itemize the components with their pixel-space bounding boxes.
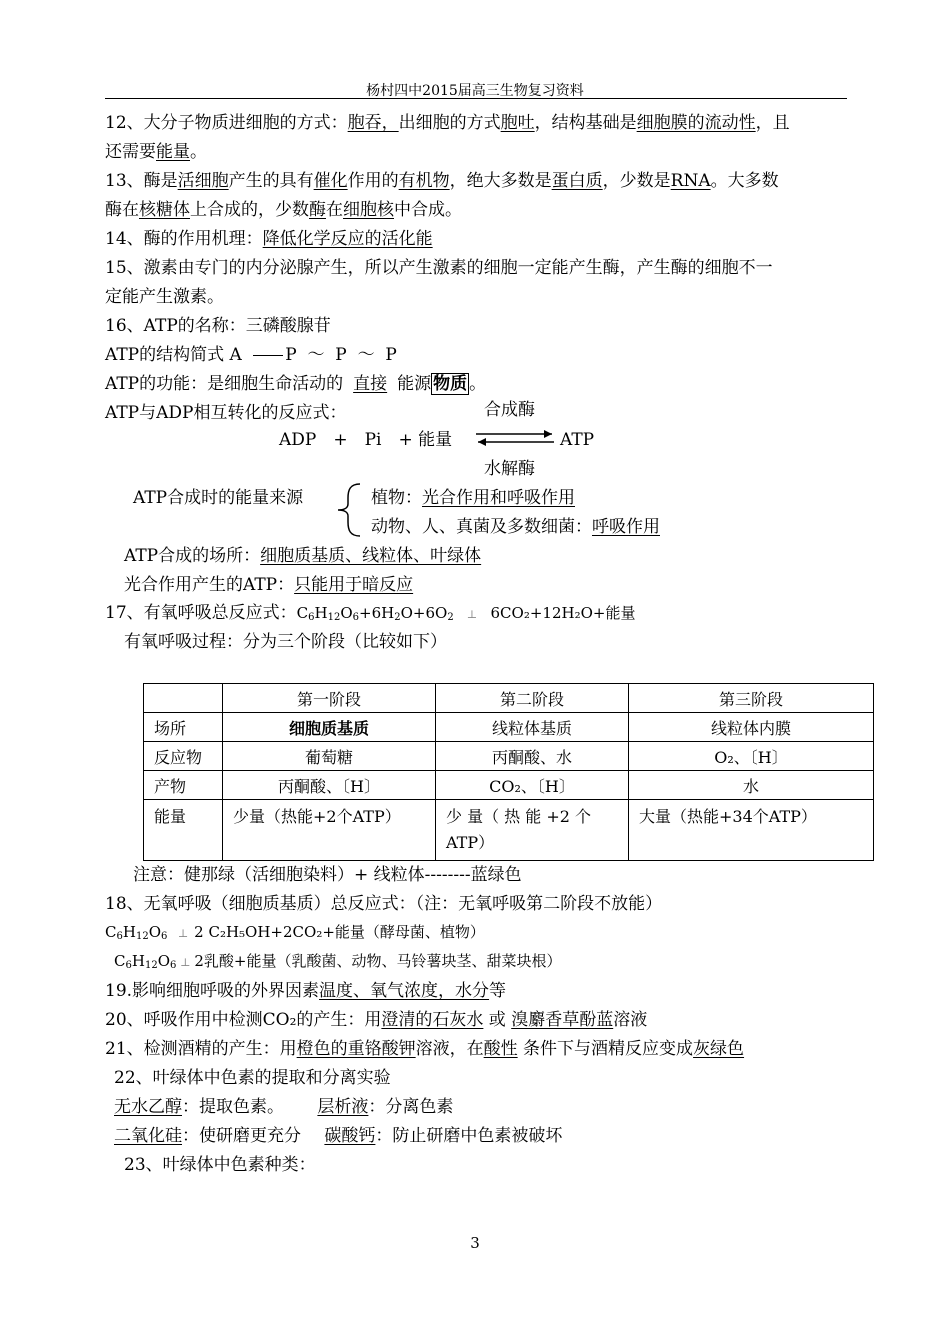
text: ATP的结构简式 A — [105, 345, 242, 365]
table-header: 第三阶段 — [629, 684, 874, 713]
table-row — [144, 800, 874, 861]
table-row — [144, 771, 874, 800]
text: 动物、人、真菌及多数细菌： — [371, 517, 592, 537]
boxed-word: 物质 — [433, 374, 468, 394]
answer: 酸性 — [483, 1039, 518, 1059]
answer: 核糖体 — [139, 200, 190, 220]
table-cell: 线粒体基质 — [436, 713, 629, 742]
text: 在 — [326, 200, 343, 220]
anaerobic-eq-1: $C_6H_{12}O_6$ ⊥ 2 C₂H₅OH+2CO₂+能量（酵母菌、植物） — [105, 923, 485, 942]
text: 或 — [488, 1010, 506, 1030]
anaerobic-eq-2: $C_6H_{12}O_6$ ⊥ 2乳酸+能量（乳酸菌、动物、马铃薯块茎、甜菜块根） — [114, 952, 562, 971]
page-number: 3 — [470, 1234, 480, 1252]
high-energy-bond: ～ — [357, 345, 375, 365]
text: 植物： — [371, 488, 422, 508]
table-cell: 场所 — [144, 713, 223, 742]
answer: 催化 — [313, 171, 348, 191]
text: 光合作用产生的ATP： — [124, 575, 295, 595]
table-header-row — [144, 684, 874, 713]
text: 酶在 — [105, 200, 139, 220]
text: 还需要 — [105, 142, 156, 162]
page-header: 杨村四中2015届高三生物复习资料 — [366, 83, 584, 99]
text: 20、呼吸作用中检测CO₂的产生：用 — [105, 1010, 382, 1030]
text: P — [285, 345, 297, 365]
atp-photosynthesis — [124, 575, 413, 595]
text: ，结构基础是 — [534, 113, 637, 133]
item-22: 22、叶绿体中色素的提取和分离实验 — [114, 1068, 391, 1088]
text: P — [385, 345, 397, 365]
answer: 降低化学反应的活化能 — [262, 229, 433, 249]
reaction-arrow-icon: ⊥ — [177, 927, 189, 940]
table-cell: 细胞质基质 — [223, 713, 436, 742]
item-14 — [105, 229, 433, 249]
answer: 直接 — [353, 374, 388, 394]
item-22-reagents-2 — [114, 1126, 562, 1146]
text: 作用的 — [347, 171, 399, 191]
text: ：使研磨更充分 — [182, 1126, 301, 1146]
table-cell — [144, 684, 223, 713]
table-header: 第一阶段 — [223, 684, 436, 713]
text: ，少数是 — [602, 171, 671, 191]
answer: 温度、氧气浓度，水分 — [319, 981, 490, 1001]
text: 溶液 — [613, 1010, 648, 1030]
high-energy-bond: ～ — [307, 345, 325, 365]
text: 条件下与酒精反应变成 — [523, 1039, 694, 1059]
answer: 无水乙醇 — [114, 1097, 182, 1117]
equation-right: ATP — [560, 430, 595, 450]
table-cell: 丙酮酸、〔H〕 — [223, 771, 436, 800]
enzyme-hydrolase: 水解酶 — [484, 459, 535, 479]
answer: RNA — [670, 171, 711, 191]
text: 溶液，在 — [415, 1039, 484, 1059]
table-cell: 葡萄糖 — [223, 742, 436, 771]
text: 。大多数 — [710, 171, 779, 191]
bond-line — [253, 355, 283, 356]
source-plant — [371, 488, 575, 508]
table-cell: 少 量（ 热 能 +2 个 ATP） — [436, 800, 629, 861]
reaction-arrow-icon: ⊥ — [180, 956, 191, 969]
atp-function — [105, 374, 486, 394]
item-20 — [105, 1010, 647, 1030]
answer: 碳酸钙 — [324, 1126, 376, 1146]
text: 2 C₂H₅OH+2CO₂+能量（酵母菌、植物） — [194, 923, 485, 941]
answer: 溴麝香草酚蓝 — [511, 1010, 614, 1030]
text: ：提取色素。 — [182, 1097, 284, 1117]
answer: 细胞核 — [343, 200, 394, 220]
text: ATP合成的场所： — [124, 546, 261, 566]
equation-left: ADP + Pi + 能量 — [279, 430, 453, 450]
atp-energy-source-label: ATP合成时的能量来源 — [133, 488, 304, 508]
atp-site — [124, 546, 481, 566]
answer: 只能用于暗反应 — [294, 575, 414, 595]
source-animal — [371, 517, 660, 537]
item-22-reagents-1 — [114, 1097, 453, 1117]
atp-structure — [105, 345, 397, 365]
table-cell: CO₂、〔H〕 — [436, 771, 629, 800]
note-janus-green: 注意：健那绿（活细胞染料）+ 线粒体--------蓝绿色 — [133, 865, 522, 885]
enzyme-synthase: 合成酶 — [484, 400, 535, 420]
answer: 有机物 — [398, 171, 450, 191]
answer: 活细胞 — [177, 171, 229, 191]
table-cell: 少量（热能+2个ATP） — [223, 800, 436, 861]
answer-exocytosis: 胞吐 — [500, 113, 535, 133]
text: 21、检测酒精的产生：用 — [105, 1039, 297, 1059]
answer-membrane-fluidity: 细胞膜的流动性 — [636, 113, 756, 133]
text: 中合成。 — [394, 200, 462, 220]
item-12-line2 — [105, 142, 207, 162]
brace-icon — [330, 480, 370, 540]
aerobic-process: 有氧呼吸过程：分为三个阶段（比较如下） — [124, 632, 447, 652]
answer: 光合作用和呼吸作用 — [422, 488, 575, 508]
text: 13、酶是 — [105, 171, 178, 191]
table-cell: 反应物 — [144, 742, 223, 771]
text: P — [335, 345, 347, 365]
table-header: 第二阶段 — [436, 684, 629, 713]
text: 17、有氧呼吸总反应式： — [105, 603, 297, 623]
atp-equation-title: ATP与ADP相互转化的反应式： — [105, 403, 347, 423]
table-cell: O₂、〔H〕 — [629, 742, 874, 771]
table-cell: 线粒体内膜 — [629, 713, 874, 742]
table-row — [144, 742, 874, 771]
answer: 酶 — [309, 200, 326, 220]
text: ATP的功能：是细胞生命活动的 — [105, 374, 344, 394]
text: 。 — [469, 374, 487, 394]
answer: 橙色的重铬酸钾 — [296, 1039, 416, 1059]
reaction-arrow-icon: ⊥ — [466, 608, 478, 621]
table-cell: 水 — [629, 771, 874, 800]
text: 等 — [489, 981, 507, 1001]
answer: 灰绿色 — [693, 1039, 745, 1059]
item-16: 16、ATP的名称：三磷酸腺苷 — [105, 316, 331, 336]
item-12-line1 — [105, 113, 790, 133]
item-18: 18、无氧呼吸（细胞质基质）总反应式：（注：无氧呼吸第二阶段不放能） — [105, 894, 663, 914]
text: ，绝大多数是 — [449, 171, 552, 191]
text: 出细胞的方式 — [398, 113, 501, 133]
item-21 — [105, 1039, 744, 1059]
item-15-line1: 15、激素由专门的内分泌腺产生，所以产生激素的细胞一定能产生酶，产生酶的细胞不一 — [105, 258, 773, 278]
text: 2乳酸+能量（乳酸菌、动物、马铃薯块茎、甜菜块根） — [194, 952, 562, 970]
item-17: 17、有氧呼吸总反应式：$C_6H_{12}O_6+6H_2O+6O_2$ ⊥ 6CO₂+12H₂O+能量 — [105, 603, 636, 623]
reversible-arrow-icon — [474, 427, 556, 449]
text: 上合成的，少数 — [190, 200, 309, 220]
table-cell: 产物 — [144, 771, 223, 800]
text: 。 — [190, 142, 207, 162]
answer-endocytosis: 胞吞， — [347, 113, 399, 133]
text: 14、酶的作用机理： — [105, 229, 263, 249]
answer: 澄清的石灰水 — [381, 1010, 484, 1030]
text: 19.影响细胞呼吸的外界因素 — [105, 981, 320, 1001]
text: 6CO₂+12H₂O+能量 — [490, 604, 636, 622]
answer: 呼吸作用 — [592, 517, 660, 537]
item-19 — [105, 981, 506, 1001]
item-13-line2 — [105, 200, 462, 220]
item-13-line1 — [105, 171, 779, 191]
header-rule — [105, 98, 847, 99]
answer: 蛋白质 — [551, 171, 603, 191]
item-23: 23、叶绿体中色素种类： — [124, 1155, 316, 1175]
table-cell: 能量 — [144, 800, 223, 861]
item-15-line2: 定能产生激素。 — [105, 287, 224, 307]
text: ：防止研磨中色素被破坏 — [375, 1126, 563, 1146]
answer: 层析液 — [317, 1097, 369, 1117]
text: ，且 — [755, 113, 790, 133]
text: 能源 — [397, 374, 432, 394]
answer: 二氧化硅 — [114, 1126, 182, 1146]
answer: 细胞质基质、线粒体、叶绿体 — [260, 546, 482, 566]
respiration-stage-table — [143, 683, 874, 861]
text: 12、大分子物质进细胞的方式： — [105, 113, 348, 133]
table-cell: 丙酮酸、水 — [436, 742, 629, 771]
text: 产生的具有 — [228, 171, 314, 191]
table-row — [144, 713, 874, 742]
text: ：分离色素 — [368, 1097, 454, 1117]
answer-energy: 能量 — [156, 142, 190, 162]
table-cell: 大量（热能+34个ATP） — [629, 800, 874, 861]
